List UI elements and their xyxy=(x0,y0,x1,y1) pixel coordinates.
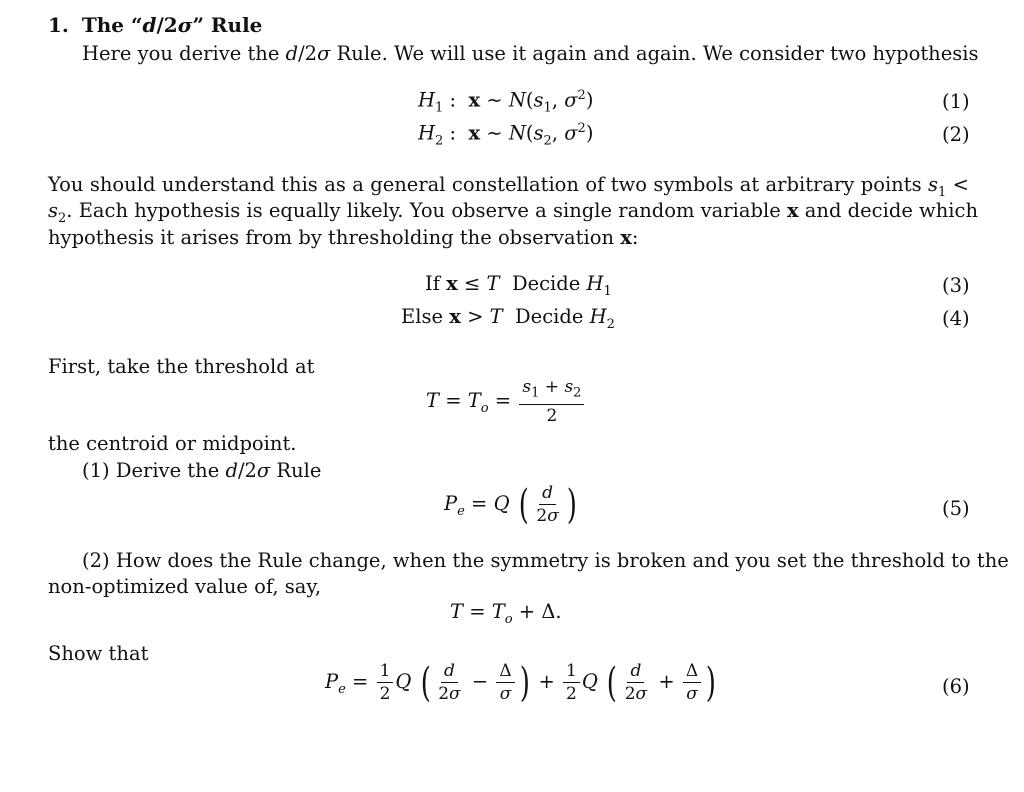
item-2-line-1: (2) How does the Rule change, when the symmetry is broken and you set the threshold to the xyxy=(82,549,1009,572)
first-text: First, take the threshold at xyxy=(48,355,315,378)
equation-number-1: (1) xyxy=(942,90,970,113)
equation-number-5: (5) xyxy=(942,497,970,520)
item-2-line-2: non-optimized value of, say, xyxy=(48,575,322,598)
problem-number: 1. xyxy=(48,13,69,37)
problem-title-text: The “d/2σ” Rule xyxy=(81,13,263,37)
if-keyword: If xyxy=(425,272,440,295)
paragraph-line-2: $s_2$. Each hypothesis is equally likely. You observe a single random variable x and decide which xyxy=(48,199,979,226)
error-probability-equation: $P_e = Q$ ( $\frac{d}{2\sigma}$ ) xyxy=(444,481,577,528)
item-1-text: (1) Derive the d/2σ Rule xyxy=(82,459,322,482)
else-keyword: Else xyxy=(401,305,444,328)
threshold-shift-equation: $T = T_o + \Delta$. xyxy=(450,600,562,627)
threshold-equation: $T = T_o$ = $\frac{s_1 + s_2}{2}$ xyxy=(426,376,586,427)
show-that-text: Show that xyxy=(48,642,149,665)
decide-keyword-2: Decide xyxy=(515,305,584,328)
problem-title xyxy=(48,13,262,37)
paragraph-line-3: hypothesis it arises from by thresholding the observation x: xyxy=(48,226,639,249)
decide-keyword: Decide xyxy=(511,272,581,295)
shifted-error-probability-equation: $P_e$ = $\frac{1}{2}$ Q ( $\frac{d}{2\sigma}$ − $\frac{\Delta}{\sigma}$ ) + $\frac{1}{2}$ Q ( $\frac{d}{2\sigma}$ + $\frac{\Delta}{\sigma}$ ) xyxy=(325,659,717,706)
hypothesis-2: $H_2$ : x ∼ $N(s_2$, $\sigma^2$) xyxy=(418,121,594,149)
threshold-fraction: $\frac{s_1 + s_2}{2}$ xyxy=(519,376,584,427)
centroid-text: the centroid or midpoint. xyxy=(48,432,297,455)
equation-number-6: (6) xyxy=(942,675,970,698)
hypothesis-1: $H_1$ : x ∼ $N(s_1$, $\sigma^2$) xyxy=(418,88,594,116)
intro-text: Here you derive the d/2σ Rule. We will use it again and again. We consider two hypothesis xyxy=(82,42,979,65)
equation-number-3: (3) xyxy=(942,274,970,297)
equation-number-2: (2) xyxy=(942,123,970,146)
d-over-2sigma-fraction: $\frac{d}{2\sigma}$ xyxy=(536,483,559,526)
decision-rule-else: Else x > T Decide $H_2$ xyxy=(401,305,615,332)
equation-number-4: (4) xyxy=(942,307,970,330)
decision-rule-if: If x ≤ T Decide $H_1$ xyxy=(425,272,612,299)
paragraph-line-1: You should understand this as a general constellation of two symbols at arbitrary points $s_1$ < xyxy=(48,173,970,200)
